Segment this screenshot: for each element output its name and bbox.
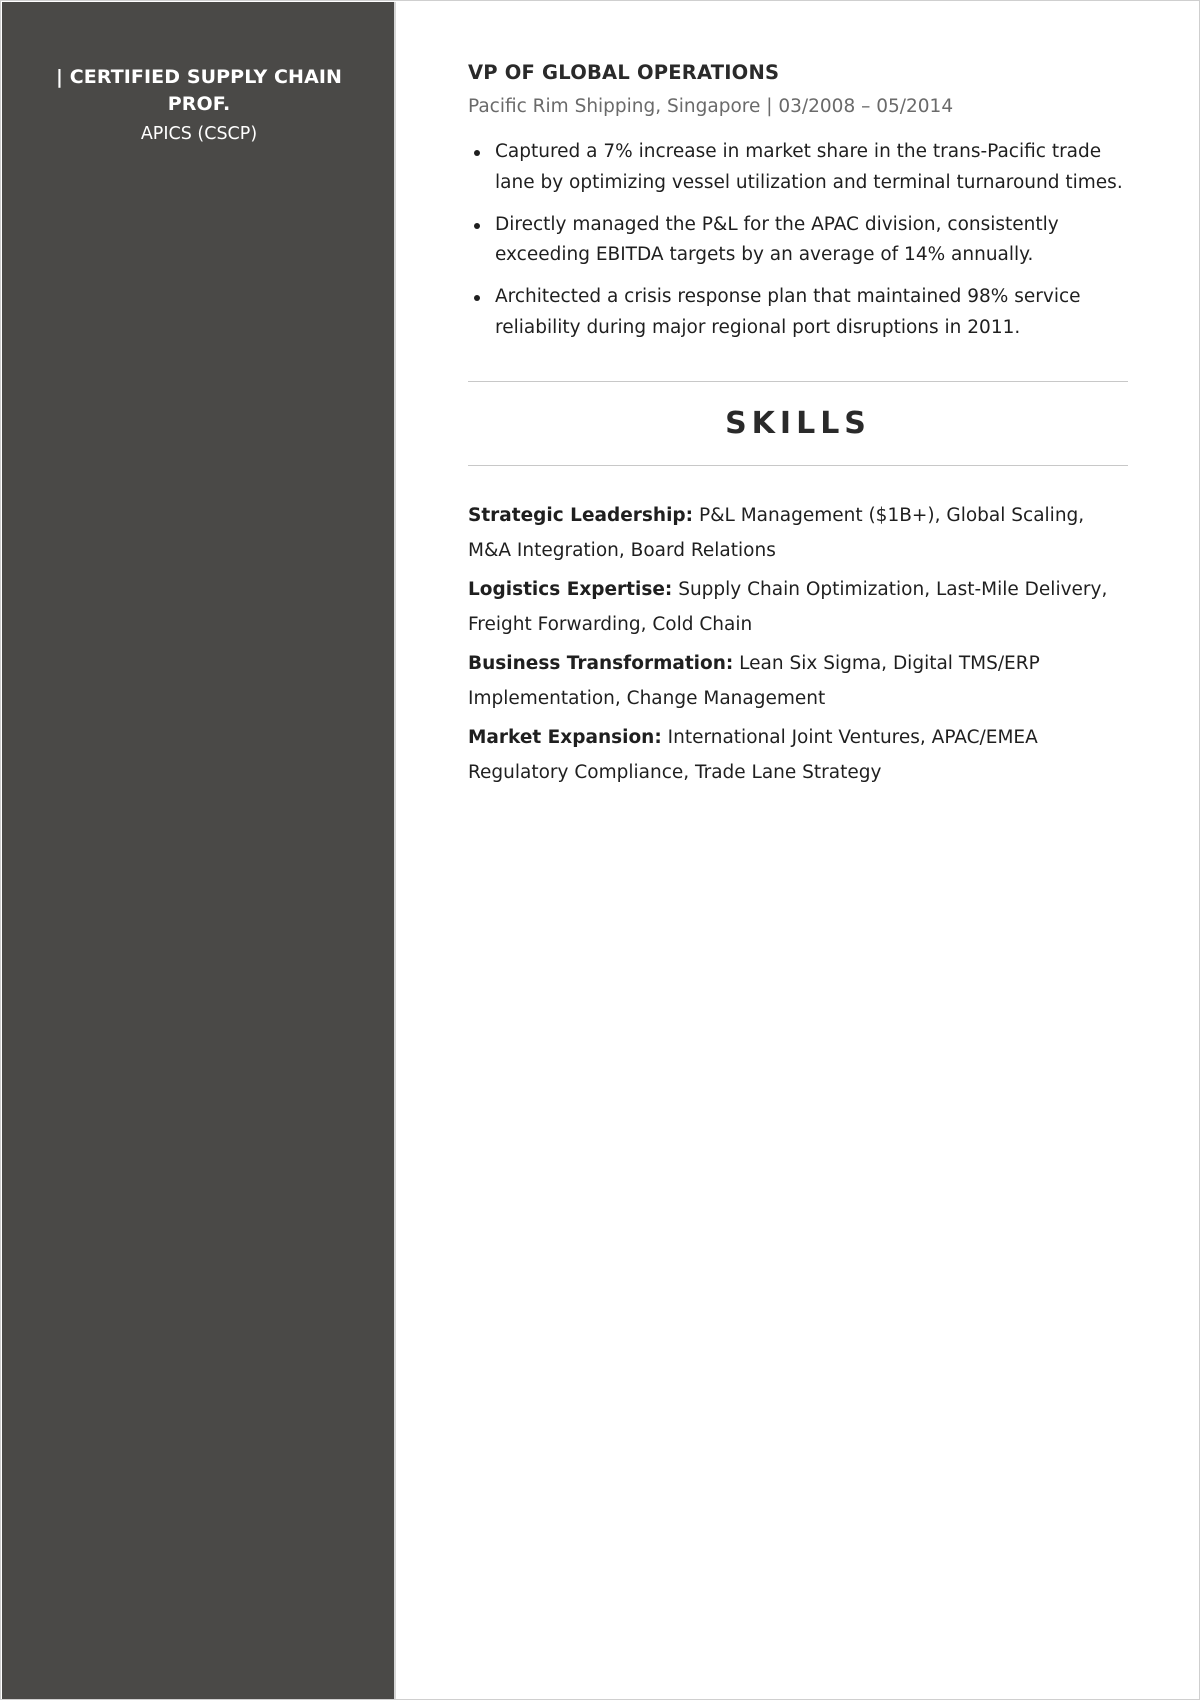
job-bullet-text: Directly managed the P&L for the APAC division, consistently exceeding EBITDA targets by an average of 14% annually. <box>495 213 1059 265</box>
certification-issuer: APICS (CSCP) <box>140 124 258 144</box>
bullet-dot-icon <box>474 295 480 301</box>
certification-title: | CERTIFIED SUPPLY CHAIN PROF. <box>55 66 343 115</box>
main-content <box>468 59 1128 794</box>
skill-item <box>468 720 1128 790</box>
job-bullet-text: Architected a crisis response plan that maintained 98% service reliability during major regional port disruptions in 2011. <box>495 286 1081 338</box>
job-bullet <box>468 282 1128 343</box>
skill-text: International Joint Ventures, APAC/EMEA Regulatory Compliance, Trade Lane Strategy <box>468 727 1038 783</box>
job-bullet-list <box>468 137 1128 343</box>
job-bullet-text: Captured a 7% increase in market share in the trans-Pacific trade lane by optimizing vessel utilization and terminal turnaround times. <box>495 141 1123 193</box>
bullet-dot-icon <box>474 150 480 156</box>
experience-entry <box>468 59 1128 343</box>
skill-text: P&L Management ($1B+), Global Scaling, M&A Integration, Board Relations <box>468 505 1085 561</box>
skill-item <box>468 646 1128 716</box>
skill-item <box>468 572 1128 642</box>
skill-label: Business Transformation: <box>468 653 734 674</box>
job-bullet <box>468 137 1128 198</box>
skills-list <box>468 498 1128 790</box>
skill-label: Market Expansion: <box>468 727 662 748</box>
sidebar <box>2 2 396 1699</box>
job-title: VP OF GLOBAL OPERATIONS <box>468 61 780 84</box>
skill-label: Logistics Expertise: <box>468 579 673 600</box>
job-bullet <box>468 210 1128 271</box>
skill-label: Strategic Leadership: <box>468 505 694 526</box>
skill-item <box>468 498 1128 568</box>
skill-text: Lean Six Sigma, Digital TMS/ERP Implementation, Change Management <box>468 653 1040 709</box>
section-divider-bottom <box>468 465 1128 466</box>
section-divider-top <box>468 381 1128 382</box>
skill-text: Supply Chain Optimization, Last-Mile Delivery, Freight Forwarding, Cold Chain <box>468 579 1108 635</box>
skills-heading: SKILLS <box>725 406 871 441</box>
job-meta: Pacific Rim Shipping, Singapore | 03/2008 – 05/2014 <box>468 96 954 117</box>
bullet-dot-icon <box>474 223 480 229</box>
certification-entry <box>52 64 346 147</box>
